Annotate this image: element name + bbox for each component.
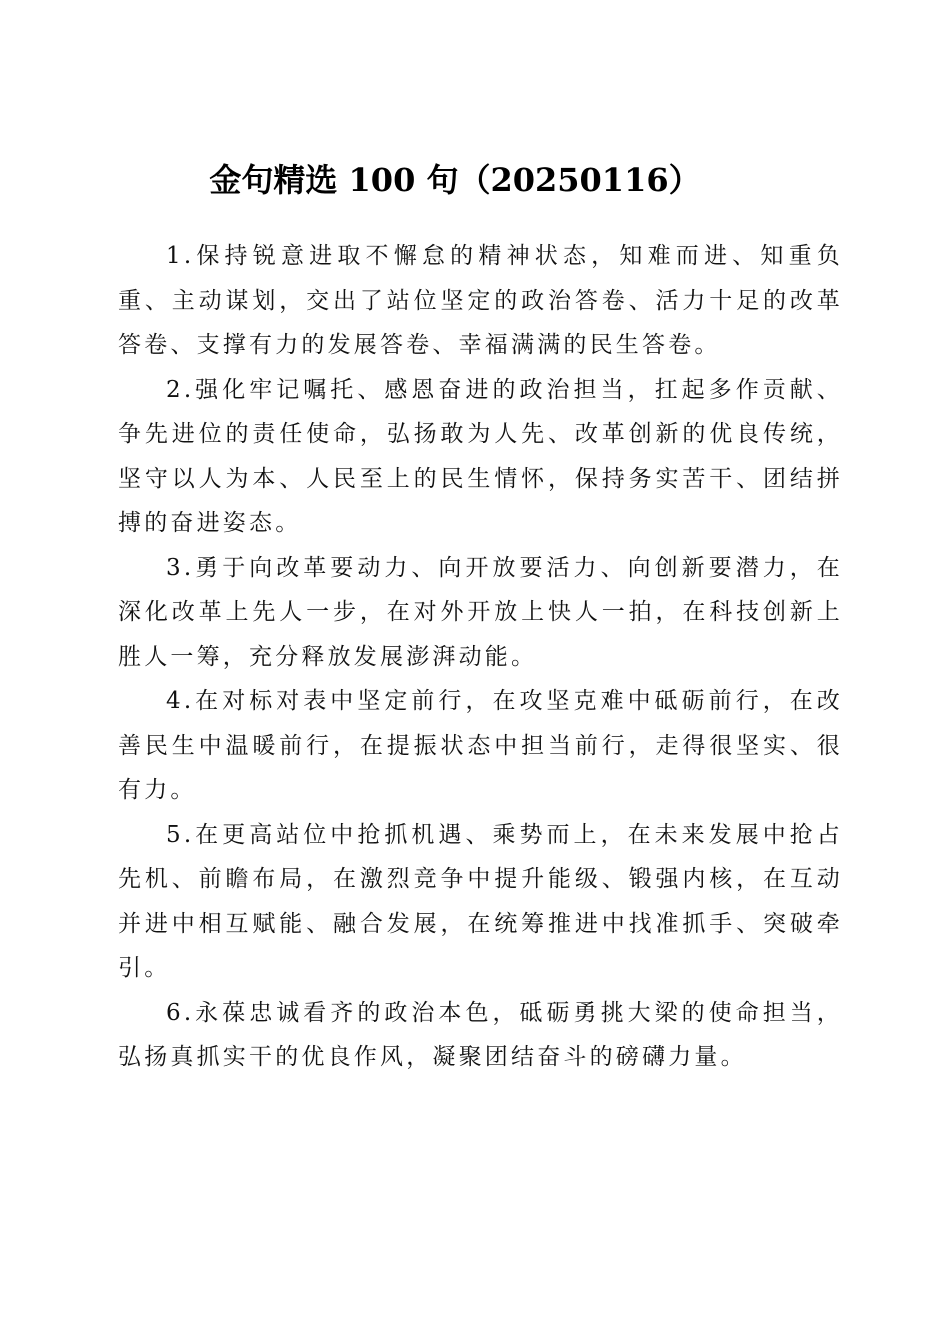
paragraph-6: 6.永葆忠诚看齐的政治本色，砥砺勇挑大梁的使命担当，弘扬真抓实干的优良作风，凝聚团结奋斗的磅礴力量。 <box>118 999 843 1070</box>
paragraph-5: 5.在更高站位中抢抓机遇、乘势而上，在未来发展中抢占先机、前瞻布局，在激烈竞争中提升能级、锻强内核，在互动并进中相互赋能、融合发展，在统筹推进中找准抓手、突破牵引。 <box>118 821 843 981</box>
paragraph-2: 2.强化牢记嘱托、感恩奋进的政治担当，扛起多作贡献、争先进位的责任使命，弘扬敢为人先、改革创新的优良传统，坚守以人为本、人民至上的民生情怀，保持务实苦干、团结拼搏的奋进姿态。 <box>118 376 843 536</box>
document-body <box>118 234 843 1080</box>
paragraph-1: 1.保持锐意进取不懈怠的精神状态，知难而进、知重负重、主动谋划，交出了站位坚定的政治答卷、活力十足的改革答卷、支撑有力的发展答卷、幸福满满的民生答卷。 <box>118 243 843 358</box>
paragraph-4: 4.在对标对表中坚定前行，在攻坚克难中砥砺前行，在改善民生中温暖前行，在提振状态中担当前行，走得很坚实、很有力。 <box>118 688 843 803</box>
paragraph-3: 3.勇于向改革要动力、向开放要活力、向创新要潜力，在深化改革上先人一步，在对外开放上快人一拍，在科技创新上胜人一筹，充分释放发展澎湃动能。 <box>118 554 843 670</box>
document-title: 金句精选 100 句（20250116） <box>209 161 701 200</box>
